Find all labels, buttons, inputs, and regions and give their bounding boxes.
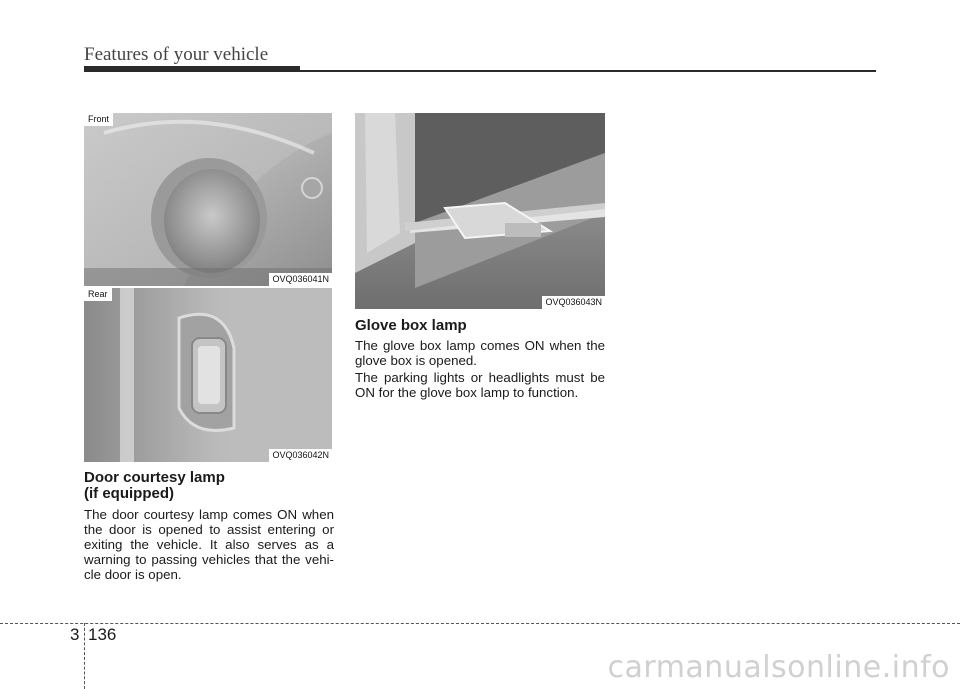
chapter-number: 3 <box>70 625 80 644</box>
glovebox-photo-code: OVQ036043N <box>542 296 605 309</box>
glove-box-lamp-para-2: The parking lights or headlights must be ON for the glove box lamp to function. <box>355 370 605 400</box>
front-door-lamp-photo <box>84 113 332 286</box>
header-rule-thin <box>300 70 876 72</box>
glove-box-lamp-photo <box>355 113 605 309</box>
page-number: 136 <box>88 625 117 644</box>
glove-box-lamp-heading: Glove box lamp <box>355 317 467 334</box>
door-lamp-heading <box>84 470 334 502</box>
footer-divider <box>84 623 85 689</box>
door-lamp-heading-line2: (if equipped) <box>84 485 174 502</box>
rear-door-lamp-photo <box>84 288 332 462</box>
header-rule-thick <box>84 66 300 72</box>
door-lamp-description: The door courtesy lamp comes ON when the door is opened to assist entering or exiting the vehicle. It also serves as a warning to passing vehicles that the vehi-cle door is open. <box>84 507 334 582</box>
front-photo-code: OVQ036041N <box>269 273 332 286</box>
page-header-title: Features of your vehicle <box>84 44 269 65</box>
front-label: Front <box>84 113 113 126</box>
rear-label: Rear <box>84 288 112 301</box>
glove-box-lamp-para-1: The glove box lamp comes ON when the glove box is opened. <box>355 338 605 368</box>
door-lamp-heading-line1: Door courtesy lamp <box>84 469 225 486</box>
footer-rule <box>0 623 960 624</box>
rear-photo-code: OVQ036042N <box>269 449 332 462</box>
watermark-text: carmanualsonline.info <box>607 650 950 685</box>
